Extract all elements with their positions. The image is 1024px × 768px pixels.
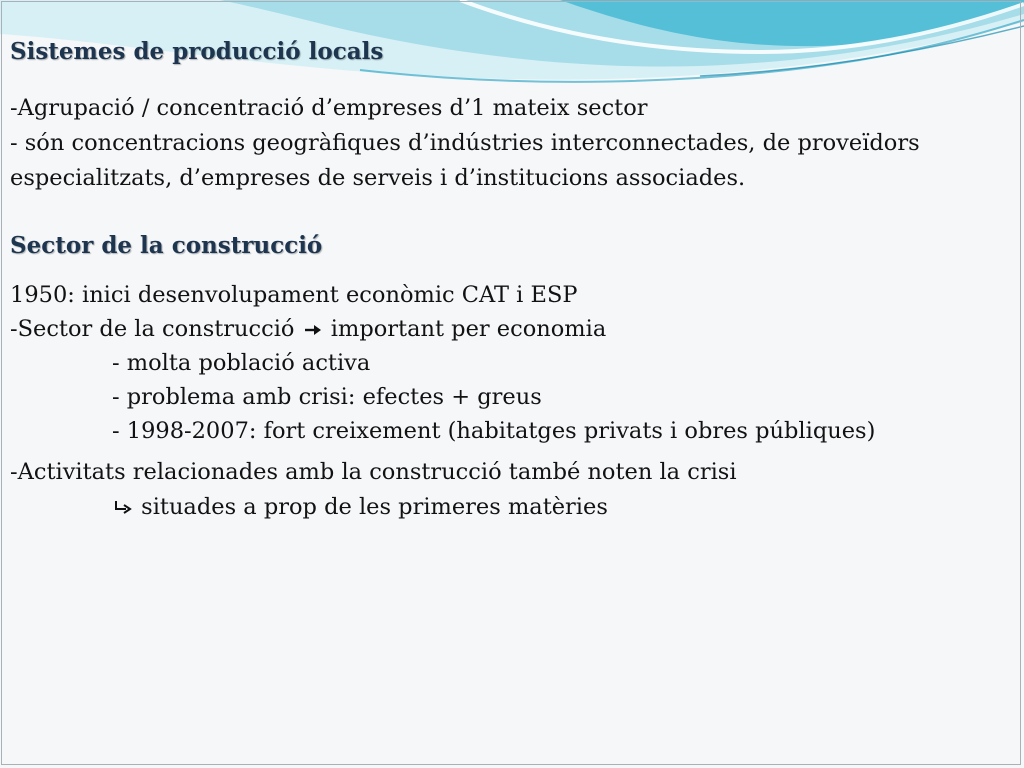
text-line: -Activitats relacionades amb la construcció també noten la crisi [10,459,737,485]
text-line: -Agrupació / concentració d’empreses d’1 mateix sector [10,95,648,121]
text-line: especialitzats, d’empreses de serveis i d’institucions associades. [10,165,746,191]
right-arrow-icon [302,315,324,343]
hook-arrow-icon [112,493,134,521]
text-line: 1950: inici desenvolupament econòmic CAT i ESP [10,282,578,308]
text-line-with-arrow [112,493,608,521]
text-fragment: important per economia [330,316,607,342]
sub-bullet: - problema amb crisi: efectes + greus [112,384,542,410]
sub-bullet: - 1998-2007: fort creixement (habitatges privats i obres públiques) [112,418,876,444]
sub-bullet: - molta població activa [112,350,371,376]
text-line: - són concentracions geogràfiques d’indústries interconnectades, de proveïdors [10,130,920,156]
text-line-with-arrow [10,315,606,343]
text-fragment: -Sector de la construcció [10,316,295,342]
section-title-construction: Sector de la construcció [10,232,323,259]
section-title-local-production: Sistemes de producció locals [10,38,384,65]
text-fragment: situades a prop de les primeres matèries [141,494,608,520]
